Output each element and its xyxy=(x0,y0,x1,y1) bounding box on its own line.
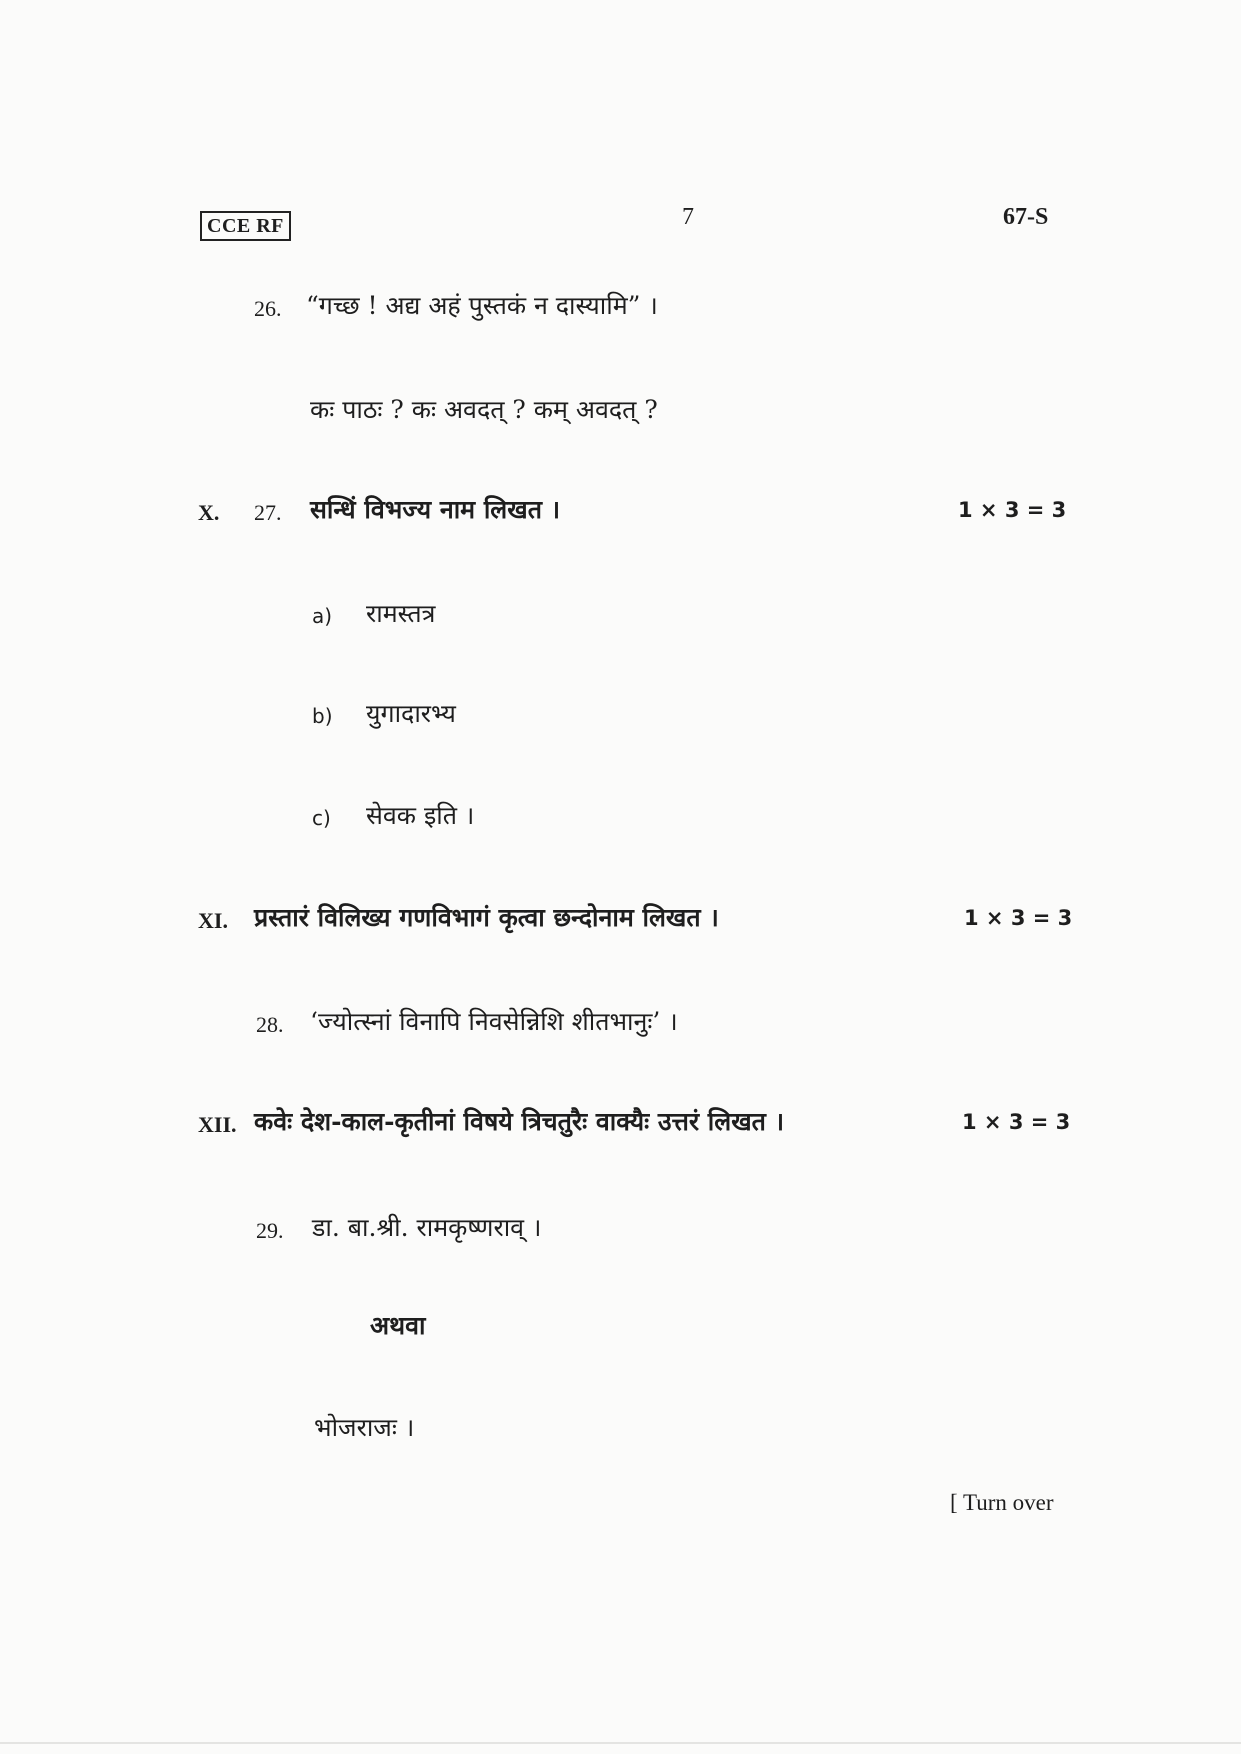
option-a-label: a) xyxy=(312,604,333,628)
option-c-text: सेवक इति । xyxy=(366,801,475,830)
question-28-number: 28. xyxy=(256,1012,284,1037)
question-29-text: डा. बा.श्री. रामकृष्णराव् । xyxy=(312,1213,542,1242)
alternative-poet: भोजराजः । xyxy=(314,1413,415,1442)
section-xi-instruction: प्रस्तारं विलिख्य गणविभागं कृत्वा छन्दोनाम लिखत । xyxy=(254,903,719,932)
section-xi-numeral: XI. xyxy=(198,908,228,933)
paper-series-box: CCE RF xyxy=(200,211,291,241)
question-27-number: 27. xyxy=(254,500,282,525)
section-xii-instruction: कवेः देश-काल-कृतीनां विषये त्रिचतुरैः वाक्यैः उत्तरं लिखत । xyxy=(254,1107,785,1136)
question-26-subquestions: कः पाठः ? कः अवदत् ? कम् अवदत् ? xyxy=(310,395,658,424)
page-number: 7 xyxy=(682,204,694,230)
section-xii-marks: 1 × 3 = 3 xyxy=(962,1110,1071,1134)
page-bottom-edge xyxy=(0,1742,1241,1744)
question-28-text: ‘ज्योत्स्नां विनापि निवसेन्निशि शीतभानुः’ । xyxy=(310,1007,678,1036)
section-x-marks: 1 × 3 = 3 xyxy=(958,498,1067,522)
option-b-text: युगादारभ्य xyxy=(366,699,456,728)
section-x-numeral: X. xyxy=(198,500,220,525)
option-a-text: रामस्तत्र xyxy=(366,599,436,628)
turn-over-note: [ Turn over xyxy=(950,1490,1054,1515)
question-26-text: “गच्छ ! अद्य अहं पुस्तकं न दास्यामि” । xyxy=(306,291,658,320)
section-xi-marks: 1 × 3 = 3 xyxy=(964,906,1073,930)
or-label: अथवा xyxy=(370,1311,426,1340)
option-b-label: b) xyxy=(312,704,333,728)
question-26-number: 26. xyxy=(254,296,282,321)
section-x-instruction: सन्धिं विभज्य नाम लिखत । xyxy=(310,495,561,524)
section-xii-numeral: XII. xyxy=(198,1112,237,1137)
paper-code: 67-S xyxy=(1003,204,1049,230)
question-29-number: 29. xyxy=(256,1218,284,1243)
option-c-label: c) xyxy=(312,806,331,830)
